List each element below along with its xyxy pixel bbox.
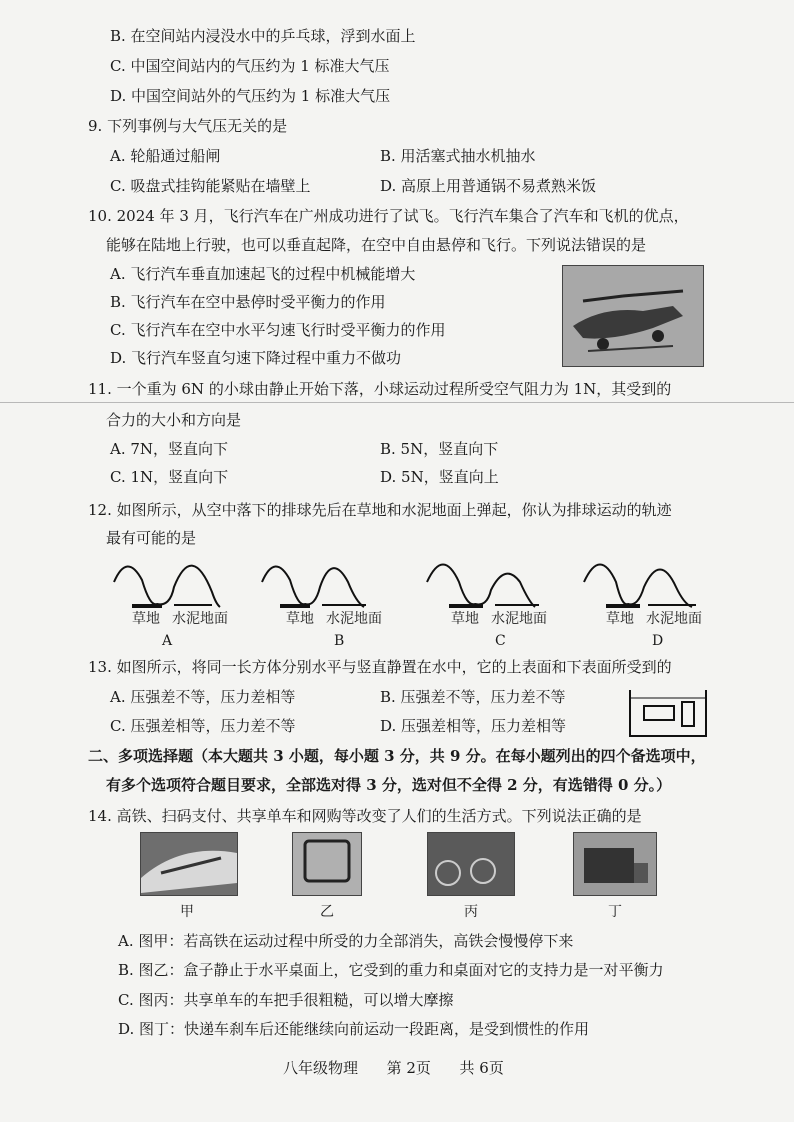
q11-option-b: B. 5N，竖直向下 xyxy=(380,440,499,458)
q11-option-c: C. 1N，竖直向下 xyxy=(110,468,229,486)
page-footer: 八年级物理 第 2页 共 6页 xyxy=(283,1059,504,1077)
scan-fold-line xyxy=(0,402,794,403)
q11-option-d: D. 5N，竖直向上 xyxy=(380,468,499,486)
trajectory-diagram-c xyxy=(425,552,555,652)
cement-label: 水泥地面 xyxy=(326,611,382,627)
q8-option-d: D. 中国空间站外的气压约为 1 标准大气压 xyxy=(110,87,391,105)
q10-stem-line2: 能够在陆地上行驶，也可以垂直起降，在空中自由悬停和飞行。下列说法错误的是 xyxy=(106,236,647,254)
q13-option-a: A. 压强差不等，压力差相等 xyxy=(110,688,296,706)
q10-option-a: A. 飞行汽车垂直加速起飞的过程中机械能增大 xyxy=(110,265,416,283)
trajectory-diagram-d xyxy=(582,552,712,652)
q10-option-b: B. 飞行汽车在空中悬停时受平衡力的作用 xyxy=(110,293,386,311)
water-tank-diagram xyxy=(628,688,708,738)
shared-bicycles-photo xyxy=(427,832,515,896)
section-2-instructions: 有多个选项符合题目要求，全部选对得 3 分，选对但不全得 2 分，有选错得 0 分。） xyxy=(106,776,672,794)
cement-label: 水泥地面 xyxy=(491,611,547,627)
high-speed-train-photo xyxy=(140,832,238,896)
q8-option-c: C. 中国空间站内的气压约为 1 标准大气压 xyxy=(110,57,390,75)
delivery-truck-photo xyxy=(573,832,657,896)
q10-option-c: C. 飞行汽车在空中水平匀速飞行时受平衡力的作用 xyxy=(110,321,446,339)
q9-option-b: B. 用活塞式抽水机抽水 xyxy=(380,147,536,165)
q11-stem-line1: 11. 一个重为 6N 的小球由静止开始下落，小球运动过程所受空气阻力为 1N，其受到的 xyxy=(88,380,672,398)
image-label-jia: 甲 xyxy=(180,904,194,920)
q14-stem: 14. 高铁、扫码支付、共享单车和网购等改变了人们的生活方式。下列说法正确的是 xyxy=(88,807,642,825)
option-letter: B xyxy=(334,633,345,649)
trajectory-diagram-b xyxy=(260,552,385,652)
q14-option-a: A. 图甲：若高铁在运动过程中所受的力全部消失，高铁会慢慢停下来 xyxy=(118,932,574,950)
cement-label: 水泥地面 xyxy=(172,611,228,627)
option-letter: A xyxy=(162,633,173,649)
cement-label: 水泥地面 xyxy=(646,611,702,627)
q11-option-a: A. 7N，竖直向下 xyxy=(110,440,229,458)
q13-option-c: C. 压强差相等，压力差不等 xyxy=(110,717,296,735)
grass-label: 草地 xyxy=(451,611,479,627)
q12-stem-line2: 最有可能的是 xyxy=(106,529,197,547)
q10-option-d: D. 飞行汽车竖直匀速下降过程中重力不做功 xyxy=(110,349,402,367)
q14-option-c: C. 图丙：共享单车的车把手很粗糙，可以增大摩擦 xyxy=(118,991,454,1009)
image-label-yi: 乙 xyxy=(320,904,334,920)
option-letter: D xyxy=(652,633,664,649)
q13-option-b: B. 压强差不等，压力差不等 xyxy=(380,688,566,706)
q9-option-d: D. 高原上用普通锅不易煮熟米饭 xyxy=(380,177,597,195)
q9-option-a: A. 轮船通过船闸 xyxy=(110,147,221,165)
q14-option-d: D. 图丁：快递车刹车后还能继续向前运动一段距离，是受到惯性的作用 xyxy=(118,1020,590,1038)
q8-option-b: B. 在空间站内浸没水中的乒乓球，浮到水面上 xyxy=(110,27,416,45)
q13-stem: 13. 如图所示，将同一长方体分别水平与竖直静置在水中，它的上表面和下表面所受到的 xyxy=(88,658,672,676)
q9-stem: 9. 下列事例与大气压无关的是 xyxy=(88,117,288,135)
q14-option-b: B. 图乙：盒子静止于水平桌面上，它受到的重力和桌面对它的支持力是一对平衡力 xyxy=(118,961,664,979)
q11-stem-line2: 合力的大小和方向是 xyxy=(106,411,242,429)
image-label-bing: 丙 xyxy=(464,904,478,920)
q13-option-d: D. 压强差相等，压力差相等 xyxy=(380,717,567,735)
qr-payment-photo xyxy=(292,832,362,896)
grass-label: 草地 xyxy=(132,611,160,627)
section-2-heading: 二、多项选择题（本大题共 3 小题，每小题 3 分，共 9 分。在每小题列出的四个备选项中， xyxy=(88,747,706,765)
grass-label: 草地 xyxy=(606,611,634,627)
trajectory-diagram-a xyxy=(112,552,227,652)
flying-car-photo xyxy=(562,265,704,367)
q9-option-c: C. 吸盘式挂钩能紧贴在墙壁上 xyxy=(110,177,311,195)
image-label-ding: 丁 xyxy=(608,904,622,920)
option-letter: C xyxy=(495,633,506,649)
q12-stem-line1: 12. 如图所示，从空中落下的排球先后在草地和水泥地面上弹起，你认为排球运动的轨迹 xyxy=(88,501,672,519)
grass-label: 草地 xyxy=(286,611,314,627)
q10-stem-line1: 10. 2024 年 3 月，飞行汽车在广州成功进行了试飞。飞行汽车集合了汽车和飞机的优点， xyxy=(88,207,689,225)
